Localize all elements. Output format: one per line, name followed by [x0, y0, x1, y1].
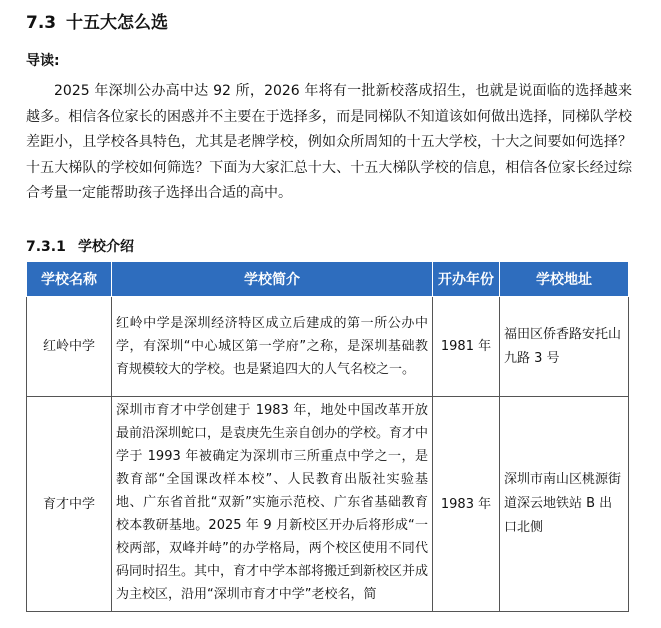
school-name: 育才中学: [27, 397, 112, 612]
intro-text: 2025 年深圳公办高中达 92 所，2026 年将有一批新校落成招生，也就是说面临的选择越来越多。相信各位家长的困惑并不主要在于选择多，而是同梯队不知道该如何做出选择，同梯队学校差距小，且学校各具特色，尤其是老牌学校，例如众所周知的十五大学校，十大之间要如何选择？十五大梯队的学校如何筛选？下面为大家汇总十大、十五大梯队学校的信息，相信各位家长经过综合考量一定能帮助孩子选择出合适的高中。: [26, 83, 632, 201]
table-row: [27, 397, 629, 612]
school-intro: 红岭中学是深圳经济特区成立后建成的第一所公办中学，有深圳“中心城区第一学府”之称，是深圳基础教育规模较大的学校。也是紧追四大的人气名校之一。: [112, 297, 433, 397]
school-name: 红岭中学: [27, 297, 112, 397]
school-intro-cell: [112, 397, 433, 612]
school-intro: 深圳市育才中学创建于 1983 年，地处中国改革开放最前沿深圳蛇口，是袁庚先生亲自创办的学校。育才中学于 1993 年被确定为深圳市三所重点中学之一，是教育部“全国课改样本校”、人民教育出版社实验基地、广东省首批“双新”实施示范校、广东省基础教育校本教研基地。2025 年 9 月新校区开办后将形成“一校两部，双峰并峙”的办学格局，两个校区使用不同代码同时招生。其中，育才中学本部将搬迁到新校区并成为主校区，沿用“深圳市育才中学”老校名，简: [116, 402, 428, 602]
school-address: 福田区侨香路安托山九路 3 号: [500, 297, 629, 397]
subsection-title: 学校介绍: [78, 239, 134, 255]
table-row: [27, 297, 629, 397]
lead-label: 导读:: [26, 53, 60, 69]
header-school-address: 学校地址: [500, 262, 629, 297]
school-table: [26, 261, 629, 612]
founded-year: 1983 年: [433, 397, 500, 612]
subsection-heading: [26, 236, 134, 256]
intro-paragraph: [26, 79, 632, 207]
header-founded-year: 开办年份: [433, 262, 500, 297]
section-number: 7.3: [26, 13, 57, 33]
header-school-intro: 学校简介: [112, 262, 433, 297]
subsection-number: 7.3.1: [26, 239, 66, 255]
founded-year: 1981 年: [433, 297, 500, 397]
section-heading: [26, 8, 168, 33]
table-header-row: [27, 262, 629, 297]
header-school-name: 学校名称: [27, 262, 112, 297]
section-title: 十五大怎么选: [66, 13, 168, 33]
school-address: 深圳市南山区桃源街道深云地铁站 B 出口北侧: [500, 397, 629, 612]
